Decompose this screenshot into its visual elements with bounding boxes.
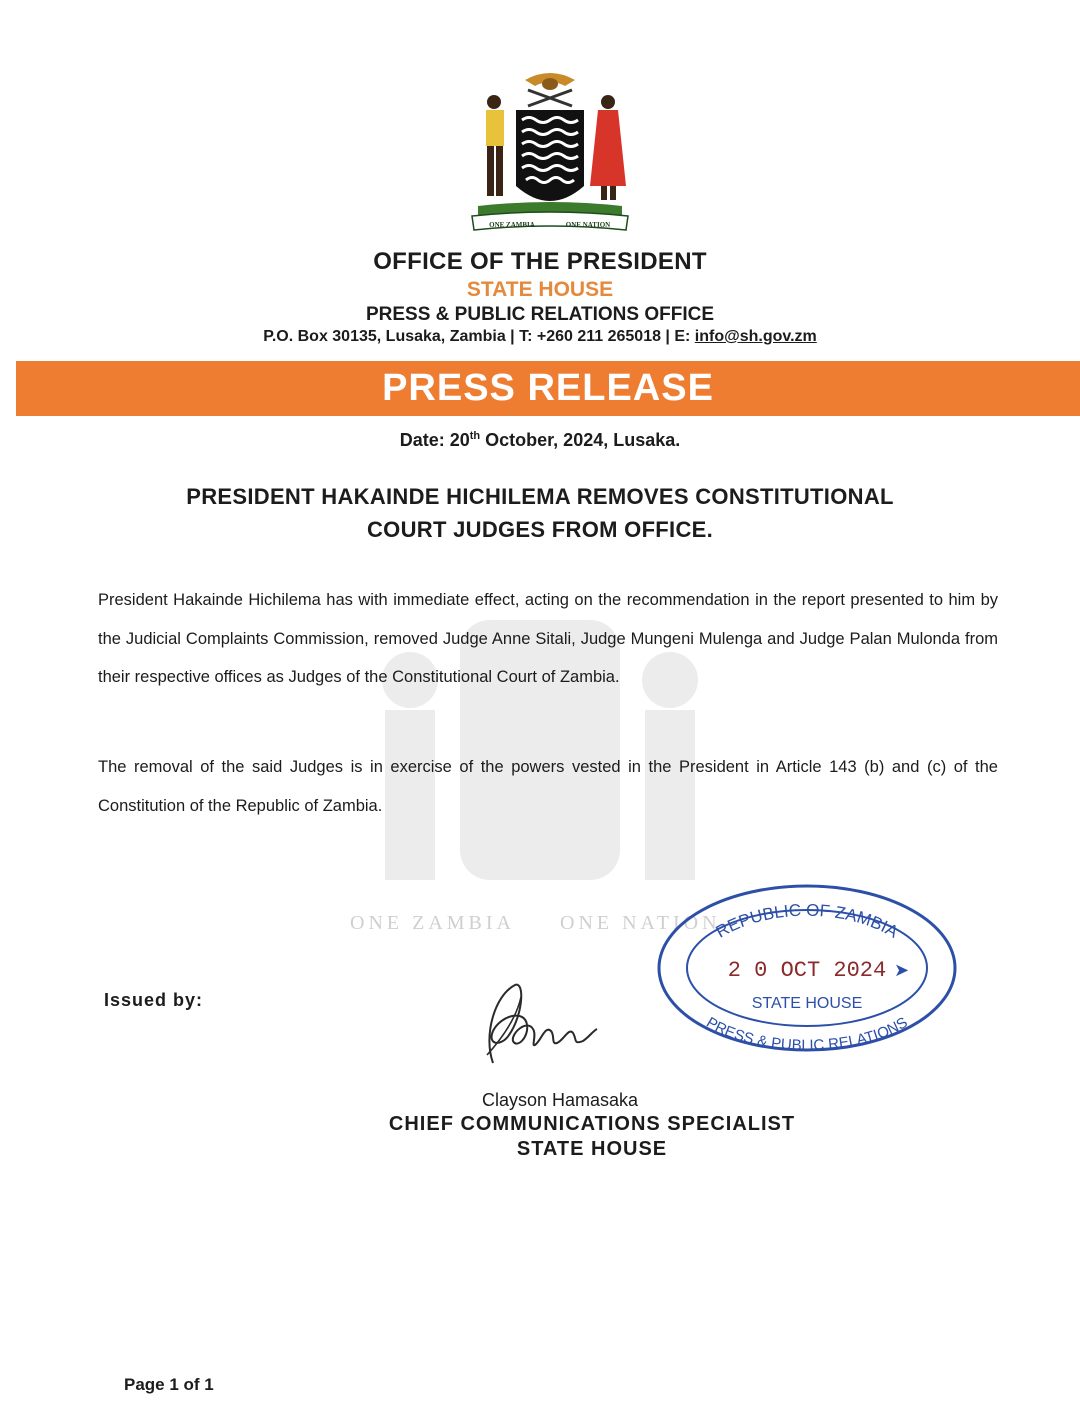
contact-details: P.O. Box 30135, Lusaka, Zambia | T: +260 211 265018 | E: [263, 328, 695, 345]
page-number: Page 1 of 1 [124, 1375, 214, 1394]
signatory-name: Clayson Hamasaka [481, 1090, 639, 1110]
body-paragraph-1: President Hakainde Hichilema has with immediate effect, acting on the recommendation in the report presented to him by the Judicial Complaints Commission, removed Judge Anne Sitali, Judge Mungeni Mulenga and Judge Palan Mulonda from their respective offices as Judges of the Constitutional Court of Zambia. [98, 591, 998, 686]
stamp-top-text: REPUBLIC OF ZAMBIA [712, 900, 902, 942]
svg-text:➤: ➤ [894, 960, 910, 980]
release-date: Date: 20th October, 2024, Lusaka. [399, 430, 681, 450]
watermark-motto: ONE ZAMBIA ONE NATION [350, 912, 721, 934]
release-title-line-2: COURT JUDGES FROM OFFICE. [366, 517, 714, 542]
stamp-middle-text: STATE HOUSE [751, 995, 863, 1012]
contact-line [0, 328, 1080, 346]
zambia-coat-of-arms-icon [470, 66, 630, 236]
signatory-role: CHIEF COMMUNICATIONS SPECIALIST [388, 1113, 796, 1135]
issued-by-label: Issued by: [104, 990, 204, 1010]
email-link[interactable]: info@sh.gov.zm [694, 328, 817, 345]
official-stamp [652, 880, 962, 1055]
release-title [0, 480, 1080, 546]
signature-icon [465, 975, 605, 1075]
state-house-heading: STATE HOUSE [466, 278, 614, 301]
stamp-bottom-text: PRESS & PUBLIC RELATIONS [703, 1013, 911, 1055]
stamp-date: 2 0 OCT 2024 [727, 958, 887, 983]
motto-right-label: ONE NATION [565, 221, 611, 229]
svg-text:REPUBLIC OF ZAMBIA [713, 901, 902, 942]
signatory-office: STATE HOUSE [516, 1138, 668, 1160]
office-of-the-president-heading: OFFICE OF THE PRESIDENT [373, 248, 707, 275]
release-title-line-1: PRESIDENT HAKAINDE HICHILEMA REMOVES CONSTITUTIONAL [186, 484, 894, 509]
press-release-banner: PRESS RELEASE [16, 361, 1080, 416]
body-paragraph-2: The removal of the said Judges is in exercise of the powers vested in the President in Article 143 (b) and (c) of the Constitution of the Republic of Zambia. [98, 758, 998, 815]
svg-text:PRESS & PUBLIC RELATIONS [703, 1014, 910, 1054]
press-office-heading: PRESS & PUBLIC RELATIONS OFFICE [365, 304, 714, 325]
motto-left-label: ONE ZAMBIA [489, 221, 535, 229]
